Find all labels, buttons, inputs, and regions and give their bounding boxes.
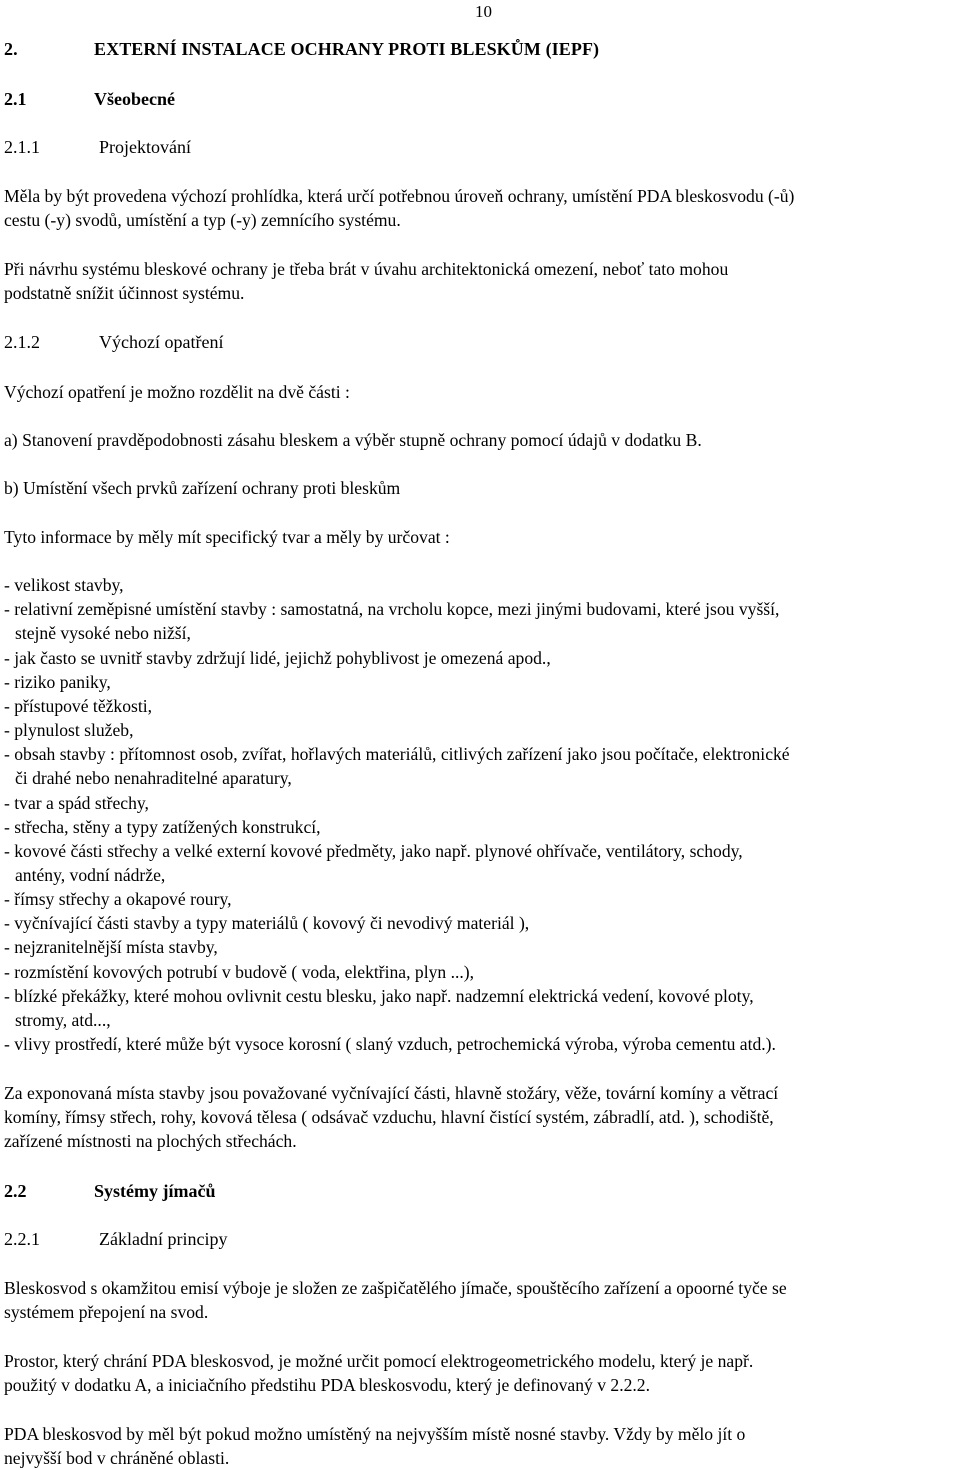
list-item-continuation: stejně vysoké nebo nižší, xyxy=(15,623,191,643)
list-item: - obsah stavby : přítomnost osob, zvířat, hořlavých materiálů, citlivých zařízení jako jsou počítače, elektronické xyxy=(4,744,790,764)
heading-title: Výchozí opatření xyxy=(99,332,224,352)
paragraph-6: Tyto informace by měly mít specifický tvar a měly by určovat : xyxy=(4,527,450,547)
heading-number: 2.2 xyxy=(4,1181,27,1201)
paragraph-8-line-2: systémem přepojení na svod. xyxy=(4,1302,209,1322)
list-item: - jak často se uvnitř stavby zdržují lidé, jejichž pohyblivost je omezená apod., xyxy=(4,648,551,668)
list-item: - velikost stavby, xyxy=(4,575,124,595)
paragraph-10-line-2: nejvyšší bod v chráněné oblasti. xyxy=(4,1448,230,1468)
paragraph-8-line-1: Bleskosvod s okamžitou emisí výboje je složen ze zašpičatělého jímače, spouštěcího zařízení a opoorné tyče se xyxy=(4,1278,787,1298)
heading-section-2-2-1 xyxy=(4,1227,227,1251)
paragraph-2-line-1: Při návrhu systému bleskové ochrany je třeba brát v úvahu architektonická omezení, neboť tato mohou xyxy=(4,259,729,279)
heading-number: 2.1 xyxy=(4,89,27,109)
heading-section-2-1-1 xyxy=(4,135,191,159)
heading-title: Základní principy xyxy=(99,1229,228,1249)
heading-section-2-2 xyxy=(4,1179,215,1203)
paragraph-9-line-1: Prostor, který chrání PDA bleskosvod, je možné určit pomocí elektrogeometrického modelu, který je např. xyxy=(4,1351,754,1371)
heading-section-2-1-2 xyxy=(4,330,223,354)
list-item: - rozmístění kovových potrubí v budově ( voda, elektřina, plyn ...), xyxy=(4,962,475,982)
paragraph-1-line-2: cestu (-y) svodů, umístění a typ (-y) zemnícího systému. xyxy=(4,210,401,230)
heading-number: 2.2.1 xyxy=(4,1229,40,1249)
list-item-continuation: stromy, atd..., xyxy=(15,1010,111,1030)
list-item: - římsy střechy a okapové roury, xyxy=(4,889,232,909)
heading-title: Všeobecné xyxy=(94,89,175,109)
list-item: - vyčnívající části stavby a typy materiálů ( kovový či nevodivý materiál ), xyxy=(4,913,530,933)
list-item: - blízké překážky, které mohou ovlivnit cestu blesku, jako např. nadzemní elektrická vedení, kovové ploty, xyxy=(4,986,754,1006)
paragraph-5: b) Umístění všech prvků zařízení ochrany proti bleskům xyxy=(4,478,401,498)
heading-number: 2.1.2 xyxy=(4,332,40,352)
paragraph-2-line-2: podstatně snížit účinnost systému. xyxy=(4,283,245,303)
list-item: - přístupové těžkosti, xyxy=(4,696,153,716)
list-item: - střecha, stěny a typy zatížených konstrukcí, xyxy=(4,817,321,837)
list-item: - vlivy prostředí, které může být vysoce korosní ( slaný vzduch, petrochemická výroba, výroba cementu atd.). xyxy=(4,1034,776,1054)
paragraph-4: a) Stanovení pravděpodobnosti zásahu bleskem a výběr stupně ochrany pomocí údajů v dodatku B. xyxy=(4,430,702,450)
list-item: - plynulost služeb, xyxy=(4,720,134,740)
heading-number: 2. xyxy=(4,39,18,59)
heading-number: 2.1.1 xyxy=(4,137,40,157)
list-item-continuation: antény, vodní nádrže, xyxy=(15,865,166,885)
heading-title: EXTERNÍ INSTALACE OCHRANY PROTI BLESKŮM (IEPF) xyxy=(94,39,600,59)
page-number: 10 xyxy=(475,2,492,21)
paragraph-9-line-2: použitý v dodatku A, a iniciačního předstihu PDA bleskosvodu, který je definovaný v 2.2.2. xyxy=(4,1375,650,1395)
heading-title: Projektování xyxy=(99,137,191,157)
list-item: - riziko paniky, xyxy=(4,672,111,692)
paragraph-10-line-1: PDA bleskosvod by měl být pokud možno umístěný na nejvyšším místě nosné stavby. Vždy by mělo jít o xyxy=(4,1424,746,1444)
paragraph-7-line-3: zařízené místnosti na plochých střechách. xyxy=(4,1131,297,1151)
list-item: - nejzranitelnější místa stavby, xyxy=(4,937,218,957)
paragraph-7-line-1: Za exponovaná místa stavby jsou považované vyčnívající části, hlavně stožáry, věže, tovární komíny a větrací xyxy=(4,1083,779,1103)
list-item: - tvar a spád střechy, xyxy=(4,793,149,813)
heading-section-2 xyxy=(4,37,599,61)
paragraph-3: Výchozí opatření je možno rozdělit na dvě části : xyxy=(4,382,350,402)
list-item-continuation: či drahé nebo nenahraditelné aparatury, xyxy=(15,768,292,788)
list-item: - relativní zeměpisné umístění stavby : samostatná, na vrcholu kopce, mezi jinými budovami, které jsou vyšší, xyxy=(4,599,780,619)
heading-title: Systémy jímačů xyxy=(94,1181,216,1201)
paragraph-7-line-2: komíny, římsy střech, rohy, kovová tělesa ( odsávač vzduchu, hlavní čistící systém, zábradlí, atd. ), schodiště, xyxy=(4,1107,774,1127)
paragraph-1-line-1: Měla by být provedena výchozí prohlídka, která určí potřebnou úroveň ochrany, umístění PDA bleskosvodu (-ů) xyxy=(4,186,795,206)
heading-section-2-1 xyxy=(4,87,175,111)
list-item: - kovové části střechy a velké externí kovové předměty, jako např. plynové ohřívače, ventilátory, schody, xyxy=(4,841,743,861)
